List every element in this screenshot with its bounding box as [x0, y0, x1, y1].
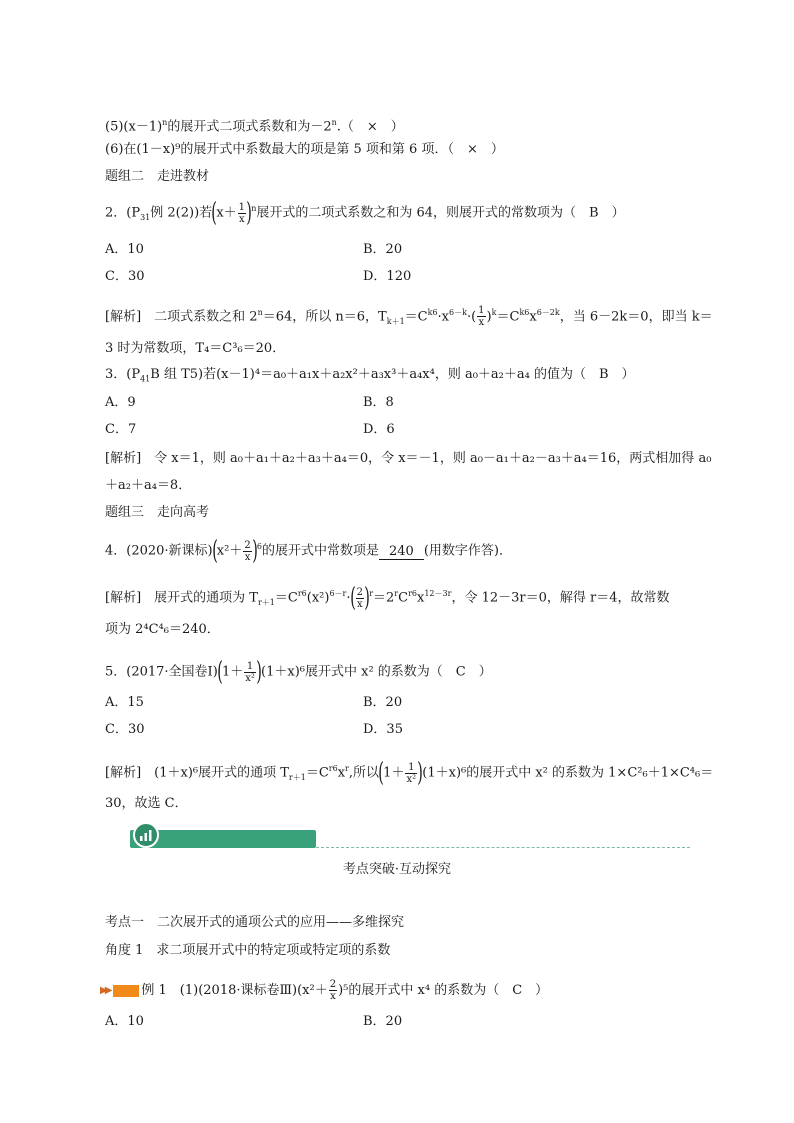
- question-3: 3．($P_{41}B$ 组 T5)若(x－1)⁴＝a₀＋a₁x＋a₂x²＋a₃x³＋a₄x⁴，则 a₀＋a₂＋a₄ 的值为（ B ）: [105, 367, 635, 384]
- q3-option-c: C．7: [105, 422, 137, 437]
- item-6: (6)在(1－x)⁹的展开式中系数最大的项是第 5 项和第 6 项．（ × ）: [105, 142, 504, 157]
- answer-2-line-1: [解析] 二项式系数之和 $2^n=64$，所以 n＝6，$T_{k+1}=C^{k6}\cdot x^{6-k}\cdot$( $\frac{1}{x}$ )$^k=C^{k6}x^{6-2k}$，当 6－2k＝0，即当 k＝: [105, 305, 713, 329]
- answer-4-line-1: [解析] 展开式的通项为 $T_{r+1}=C^{r6}(x^2)^{6-r}\cdot$( $\frac{2}{x}$ )$^r=2^rC^{r6}x^{12-3r}$，令 12－3r＝0，解得 r＝4，故常数: [105, 583, 670, 613]
- q2-option-b: B．20: [363, 242, 403, 257]
- example-tag: [113, 985, 139, 997]
- question-2: 2．($P_{31}$例 2(2))若(x＋ $\frac{1}{x}$ )$^n$展开式的二项式系数之和为 64，则展开式的常数项为（ B ）: [105, 198, 625, 228]
- group-two-heading: 题组二 走进教材: [105, 169, 210, 184]
- answer-3-line-1: [解析] 令 x＝1，则 a₀＋a₁＋a₂＋a₃＋a₄＝0，令 x＝－1，则 a₀－a₁＋a₂－a₃＋a₄＝16，两式相加得 a₀: [105, 451, 712, 466]
- answer-2-line-2: 3 时为常数项，T₄＝C³₆＝20．: [105, 341, 286, 356]
- answer-5-line-2: 30，故选 C．: [105, 796, 188, 811]
- angle-one-heading: 角度 1 求二项展开式中的特定项或特定项的系数: [105, 943, 391, 958]
- double-arrow-icon: ▶▶: [100, 984, 110, 996]
- q5-option-b: B．20: [363, 695, 403, 710]
- section-banner: [130, 822, 690, 852]
- q5-option-d: D．35: [363, 722, 403, 737]
- ex1-option-b: B．20: [363, 1014, 403, 1029]
- topic-one-heading: 考点一 二次展开式的通项公式的应用——多维探究: [105, 915, 405, 930]
- q3-option-d: D．6: [363, 422, 395, 437]
- q5-option-c: C．30: [105, 722, 145, 737]
- q2-option-a: A．10: [105, 242, 144, 257]
- banner-dashed-rule: [316, 847, 690, 848]
- group-three-heading: 题组三 走向高考: [105, 505, 210, 520]
- question-4: 4．(2020·新课标)(x²＋ $\frac{2}{x}$ )$^6$的展开式中常数项是 240 (用数字作答)．: [105, 536, 512, 566]
- answer-4-line-2: 项为 2⁴C⁴₆＝240．: [105, 622, 220, 637]
- example-1: ▶▶ 例 1 (1)(2018·课标卷Ⅲ)(x²＋ $\frac{2}{x}$ )⁵的展开式中 x⁴ 的系数为（ C ）: [100, 979, 549, 1002]
- answer-3-line-2: ＋a₂＋a₄＝8．: [105, 478, 192, 493]
- q2-option-d: D．120: [363, 269, 412, 284]
- ex1-option-a: A．10: [105, 1014, 144, 1029]
- question-5: 5．(2017·全国卷Ⅰ)(1＋ $\frac{1}{\text{x²}}$ )(1＋x)⁶展开式中 x² 的系数为（ C ）: [105, 657, 492, 687]
- q5-option-a: A．15: [105, 695, 144, 710]
- section-title: 考点突破·互动探究: [342, 862, 452, 877]
- q3-option-a: A．9: [105, 395, 136, 410]
- answer-blank: 240: [379, 544, 424, 560]
- q3-option-b: B．8: [363, 395, 394, 410]
- answer-5-line-1: [解析] (1＋x)⁶展开式的通项 $T_{r+1}=C^{r6}x^r$,所以(1＋ $\frac{1}{\text{x²}}$ )(1＋x)⁶的展开式中 x² 的系数为 1×C²₆＋1×C⁴₆＝: [105, 758, 714, 788]
- chart-icon: [133, 822, 159, 848]
- q2-option-c: C．30: [105, 269, 145, 284]
- item-5: $(5)(x-1)^n$的展开式二项式系数和为$-2^n$.（ × ）: [105, 118, 404, 135]
